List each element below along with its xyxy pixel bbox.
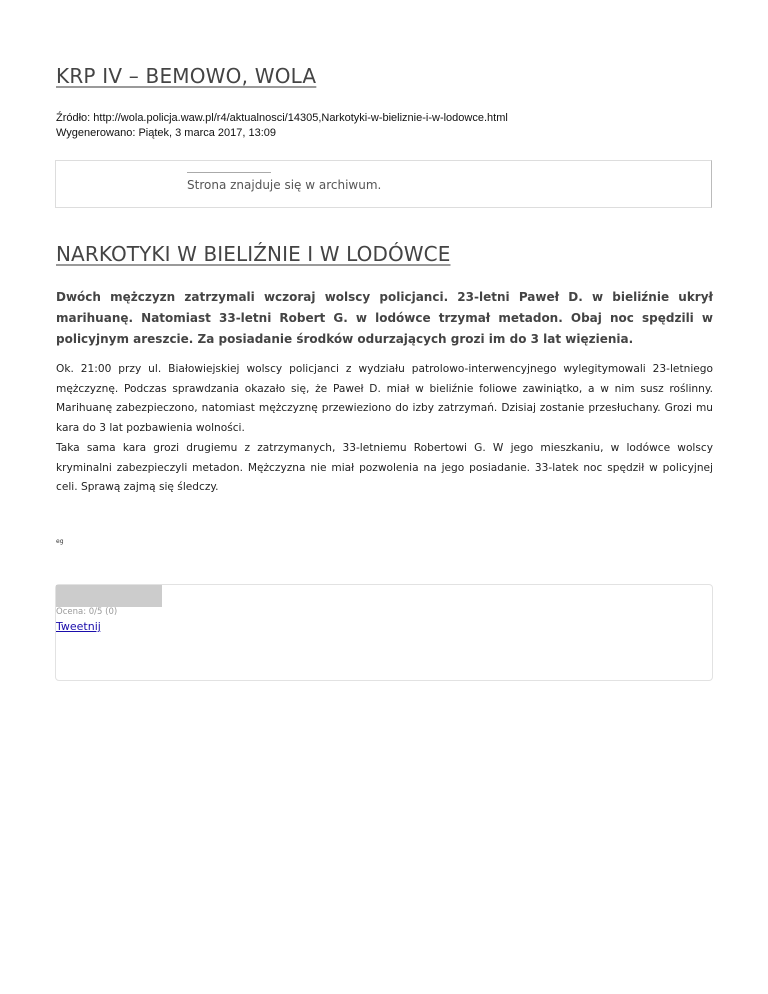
generated-date: Wygenerowano: Piątek, 3 marca 2017, 13:09 xyxy=(56,127,277,139)
print-metadata xyxy=(56,111,508,141)
rating-panel xyxy=(55,584,713,681)
source-url: Źródło: http://wola.policja.waw.pl/r4/aktualnosci/14305,Narkotyki-w-bieliznie-i-w-lodowce.html xyxy=(56,112,508,124)
author-signature: eg xyxy=(56,538,64,545)
article-paragraph-2: Taka sama kara grozi drugiemu z zatrzymanych, 33-letniemu Robertowi G. W jego mieszkaniu, w lodówce wolscy kryminalni zabezpieczyli metadon. Mężczyzna nie miał pozwolenia na jego posiadanie. 33-latek noc spędził w policyjnej celi. Sprawą zajmą się śledczy. xyxy=(56,442,713,493)
rating-stars-bar[interactable] xyxy=(56,585,162,607)
site-title: KRP IV – BEMOWO, WOLA xyxy=(56,64,317,88)
article-title: NARKOTYKI W BIELIŹNIE I W LODÓWCE xyxy=(56,242,451,266)
article-lead: Dwóch mężczyzn zatrzymali wczoraj wolscy policjanci. 23-letni Paweł D. w bieliźnie ukrył marihuanę. Natomiast 33-letni Robert G. w lodówce trzymał metadon. Obaj noc spędzili w policyjnym areszcie. Za posiadanie środków odurzających grozi im do 3 lat więzienia. xyxy=(56,290,713,346)
archive-notice-box xyxy=(55,160,712,208)
rating-score: Ocena: 0/5 (0) xyxy=(56,607,118,617)
archive-divider xyxy=(187,172,271,173)
tweet-link[interactable]: Tweetnij xyxy=(56,620,101,633)
archive-notice: Strona znajduje się w archiwum. xyxy=(187,178,382,192)
article-paragraph-1: Ok. 21:00 przy ul. Białowiejskiej wolscy policjanci z wydziału patrolowo-interwencyjnego wylegitymowali 23-letniego mężczyznę. Podczas sprawdzania okazało się, że Paweł D. miał w bieliźnie foliowe zawiniątko, a w nim susz roślinny. Marihuanę zabezpieczono, natomiast mężczyznę przewieziono do izby zatrzymań. Dzisiaj zostanie przesłuchany. Grozi mu kara do 3 lat pozbawienia wolności. xyxy=(56,363,713,434)
